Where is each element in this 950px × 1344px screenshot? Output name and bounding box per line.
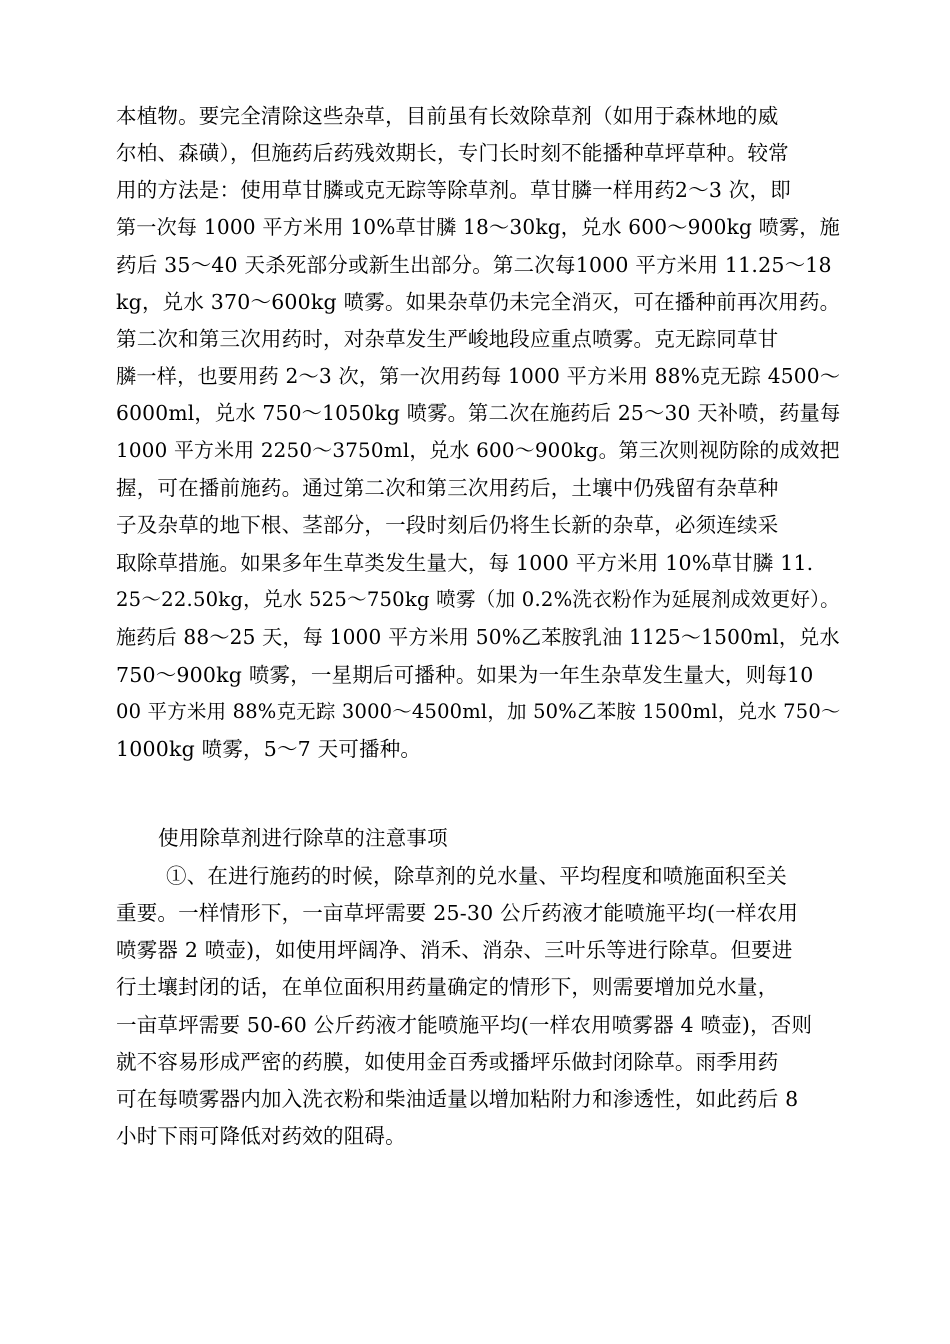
text-line: 第二次和第三次用药时，对杂草发生严峻地段应重点喷雾。克无踪同草甘: [116, 327, 779, 351]
text-line: 小时下雨可降低对药效的阻碍。: [116, 1124, 406, 1148]
text-line: 00 平方米用 88%克无踪 3000～4500ml，加 50%乙苯胺 1500ml，兑水 750～: [116, 700, 841, 723]
text-line: 握，可在播前施药。通过第二次和第三次用药后，土壤中仍残留有杂草种: [116, 476, 779, 500]
text-line: 就不容易形成严密的药膜，如使用金百秀或播坪乐做封闭除草。雨季用药: [116, 1050, 779, 1074]
text-line: 一亩草坪需要 50-60 公斤药液才能喷施平均(一样农用喷雾器 4 喷壶)，否则: [116, 1013, 813, 1037]
text-line: 第一次每 1000 平方米用 10%草甘膦 18～30kg，兑水 600～900kg 喷雾，施: [116, 215, 840, 239]
text-line: kg，兑水 370～600kg 喷雾。如果杂草仍未完全消灭，可在播种前再次用药。: [116, 290, 841, 314]
text-line: 本植物。要完全清除这些杂草，目前虽有长效除草剂（如用于森林地的威: [116, 104, 779, 128]
text-line: 尔柏、森磺），但施药后药残效期长，专门长时刻不能播种草坪草种。较常: [116, 141, 789, 165]
text-line: 可在每喷雾器内加入洗衣粉和柴油适量以增加粘附力和渗透性，如此药后 8: [116, 1087, 799, 1111]
text-line: 行土壤封闭的话，在单位面积用药量确定的情形下，则需要增加兑水量，: [116, 975, 779, 999]
text-line: ①、在进行施药的时候，除草剂的兑水量、平均程度和喷施面积至关: [166, 864, 787, 888]
text-line: 重要。一样情形下，一亩草坪需要 25-30 公斤药液才能喷施平均(一样农用: [116, 901, 799, 925]
text-line: 喷雾器 2 喷壶)，如使用坪阔净、消禾、消杂、三叶乐等进行除草。但要进: [116, 938, 793, 962]
text-line: 子及杂草的地下根、茎部分，一段时刻后仍将生长新的杂草，必须连续采: [116, 513, 779, 537]
text-line: 25～22.50kg，兑水 525～750kg 喷雾（加 0.2%洗衣粉作为延展剂成效更好）。: [116, 588, 840, 611]
text-line: 1000 平方米用 2250～3750ml，兑水 600～900kg。第三次则视防除的成效把: [116, 439, 840, 462]
text-line: 6000ml，兑水 750～1050kg 喷雾。第二次在施药后 25～30 天补喷，药量每: [116, 401, 841, 425]
section-title: 使用除草剂进行除草的注意事项: [158, 826, 448, 850]
text-line: 用的方法是：使用草甘膦或克无踪等除草剂。草甘膦一样用药2～3 次，即: [116, 178, 791, 202]
text-line: 施药后 88～25 天，每 1000 平方米用 50%乙苯胺乳油 1125～1500ml，兑水: [116, 625, 840, 649]
text-line: 750～900kg 喷雾，一星期后可播种。如果为一年生杂草发生量大，则每10: [116, 663, 814, 687]
text-line: 1000kg 喷雾，5～7 天可播种。: [116, 737, 422, 761]
text-line: 膦一样，也要用药 2～3 次，第一次用药每 1000 平方米用 88%克无踪 4500～: [116, 364, 841, 388]
text-line: 药后 35～40 天杀死部分或新生出部分。第二次每1000 平方米用 11.25～18: [116, 253, 832, 277]
text-line: 取除草措施。如果多年生草类发生量大，每 1000 平方米用 10%草甘膦 11.: [116, 551, 814, 575]
